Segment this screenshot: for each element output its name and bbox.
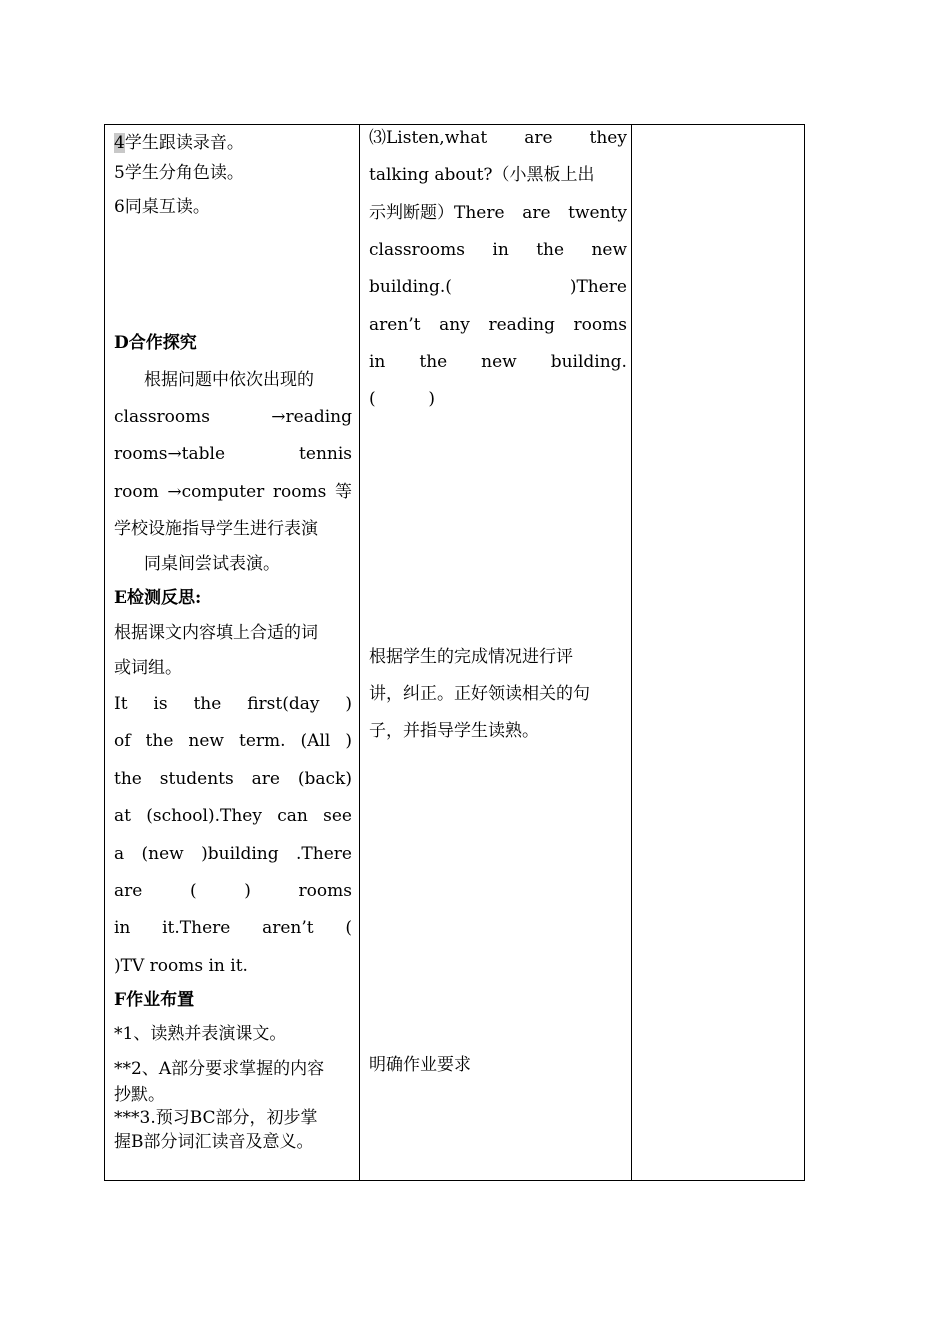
section-d-line: rooms→table tennis [114,444,352,464]
listen-line: aren’t any reading rooms [369,315,627,335]
section-e-line: the students are (back) [114,769,352,789]
section-e-line: in it.There aren’t ( [114,918,352,938]
homework-note: 明确作业要求 [369,1055,471,1075]
section-f-line: ***3.预习BC部分，初步掌 [114,1108,318,1128]
feedback-line: 子，并指导学生读熟。 [369,721,539,741]
section-e-line: are ( ) rooms [114,881,352,901]
step-6: 6同桌互读。 [114,197,210,217]
listen-line: in the new building. [369,352,627,372]
section-d-line: 根据问题中依次出现的 [144,370,314,390]
section-f-line: **2、A部分要求掌握的内容 [114,1059,325,1079]
column-notes [632,125,804,1180]
lesson-table [104,124,805,1181]
section-d-line: 同桌间尝试表演。 [144,554,280,574]
section-f-line: *1、读熟并表演课文。 [114,1024,287,1044]
section-d-title: D合作探究 [114,333,197,353]
step-4: 4学生跟读录音。 [114,133,244,153]
section-e-line: 根据课文内容填上合适的词 [114,623,318,643]
section-e-title: E检测反思: [114,588,202,608]
step-5: 5学生分角色读。 [114,163,244,183]
section-f-title: F作业布置 [114,990,195,1010]
column-divider-1 [359,125,360,1180]
section-f-line: 抄默。 [114,1085,165,1105]
section-d-line: room →computer rooms 等 [114,482,352,502]
step-4-number: 4 [114,133,125,153]
section-e-line: 或词组。 [114,658,182,678]
listen-line: ( ) [369,389,435,409]
listen-line: talking about?（小黑板上出 [369,165,595,185]
listen-line: ⑶Listen,what are they [369,128,627,148]
section-e-line: a (new )building .There [114,844,352,864]
section-e-line: )TV rooms in it. [114,956,248,976]
listen-line: 示判断题）There are twenty [369,203,627,223]
listen-line: building.( )There [369,277,627,297]
section-e-line: at (school).They can see [114,806,352,826]
column-student-activities [114,125,352,1180]
section-e-line: It is the first(day ) [114,694,352,714]
section-e-line: of the new term. (All ) [114,731,352,751]
feedback-line: 根据学生的完成情况进行评 [369,647,573,667]
section-d-line: classrooms →reading [114,407,352,427]
column-teacher-activities [369,125,627,1180]
section-f-line: 握B部分词汇读音及意义。 [114,1132,314,1152]
feedback-line: 讲，纠正。正好领读相关的句 [369,684,590,704]
listen-line: classrooms in the new [369,240,627,260]
section-d-line: 学校设施指导学生进行表演 [114,519,318,539]
